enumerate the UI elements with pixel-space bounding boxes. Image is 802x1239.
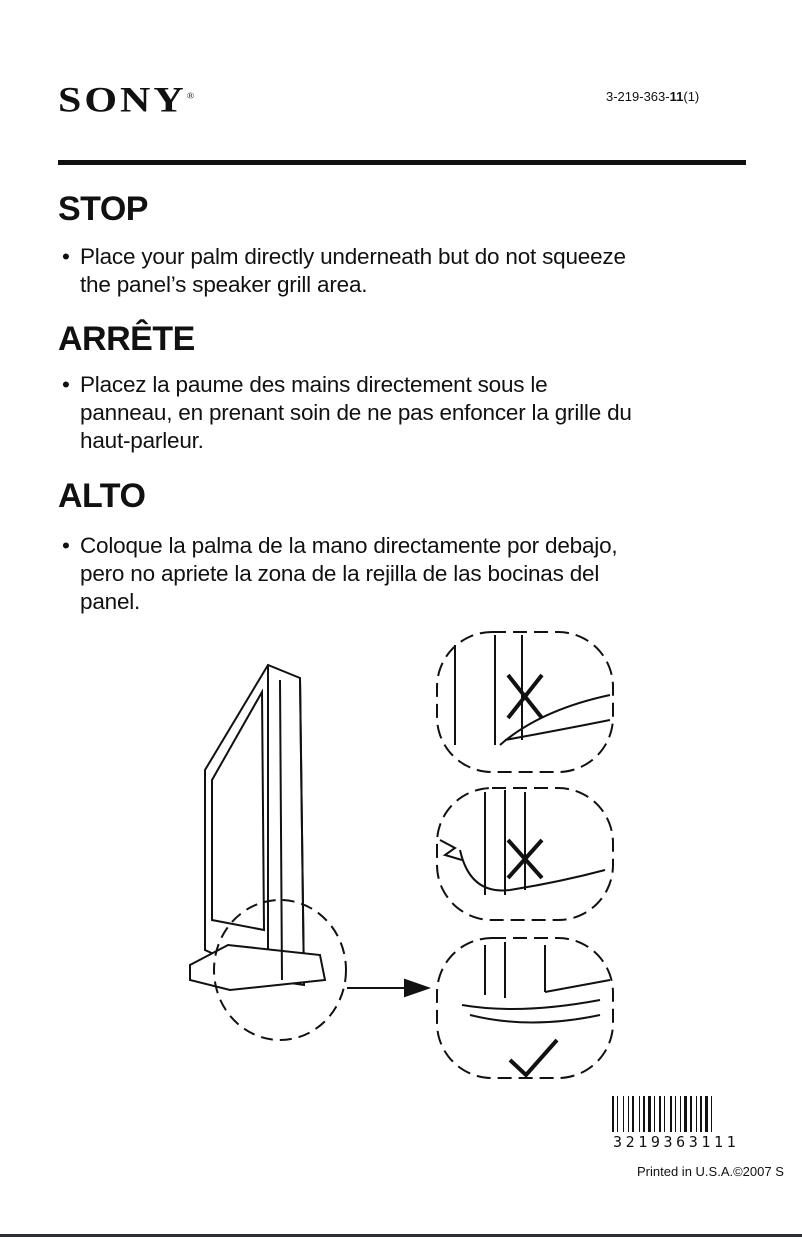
wrong-squeeze-circle: [437, 632, 613, 772]
barcode-bar: [643, 1096, 645, 1132]
part-number: 3-219-363-11(1): [606, 89, 700, 104]
arrow-head-icon: [405, 980, 428, 996]
barcode-bar: [617, 1096, 618, 1132]
sony-logo: SONY®: [58, 80, 195, 120]
bullet-arrete: • Placez la paume des mains directement sous le panneau, en prenant soin de ne pas enfoncer la grille du haut-parleur.: [62, 372, 632, 453]
heading-alto: ALTO: [58, 477, 146, 515]
barcode-bar: [623, 1096, 624, 1132]
barcode-bar: [705, 1096, 708, 1132]
checkmark-icon: [510, 1040, 557, 1075]
barcode-bar: [696, 1096, 697, 1132]
bullet-stop: • Place your palm directly underneath but do not squeeze the panel’s speaker grill area.: [62, 244, 626, 297]
header-rule: [58, 160, 746, 165]
printed-in-notice: Printed in U.S.A.©2007 S: [637, 1164, 784, 1179]
page-edge-line: [0, 1234, 802, 1237]
barcode-bar: [639, 1096, 640, 1132]
barcode-bar: [680, 1096, 681, 1132]
barcode-bar: [670, 1096, 672, 1132]
barcode-bar: [612, 1096, 614, 1132]
heading-stop: STOP: [58, 190, 148, 228]
bullet-alto: • Coloque la palma de la mano directamente por debajo, pero no apriete la zona de la rejilla de las bocinas del panel.: [62, 533, 618, 614]
heading-arrete: ARRÊTE: [58, 320, 195, 358]
wrong-press-circle: [437, 788, 613, 920]
barcode-bar: [628, 1096, 629, 1132]
barcode-bar: [700, 1096, 702, 1132]
tv-icon: [190, 665, 325, 990]
barcode-bar: [684, 1096, 687, 1132]
barcode-bar: [648, 1096, 651, 1132]
barcode-bar: [711, 1096, 712, 1132]
barcode-bar: [632, 1096, 634, 1132]
barcode: [612, 1096, 742, 1132]
barcode-bar: [654, 1096, 655, 1132]
barcode-number: 3219363111: [613, 1133, 740, 1151]
barcode-bar: [675, 1096, 676, 1132]
x-mark-icon: [508, 675, 542, 718]
impact-icon: [440, 840, 462, 860]
barcode-bar: [664, 1096, 665, 1132]
barcode-bar: [690, 1096, 692, 1132]
tv-handling-illustration: [0, 620, 802, 1090]
barcode-bar: [659, 1096, 661, 1132]
correct-support-circle: [437, 938, 613, 1078]
